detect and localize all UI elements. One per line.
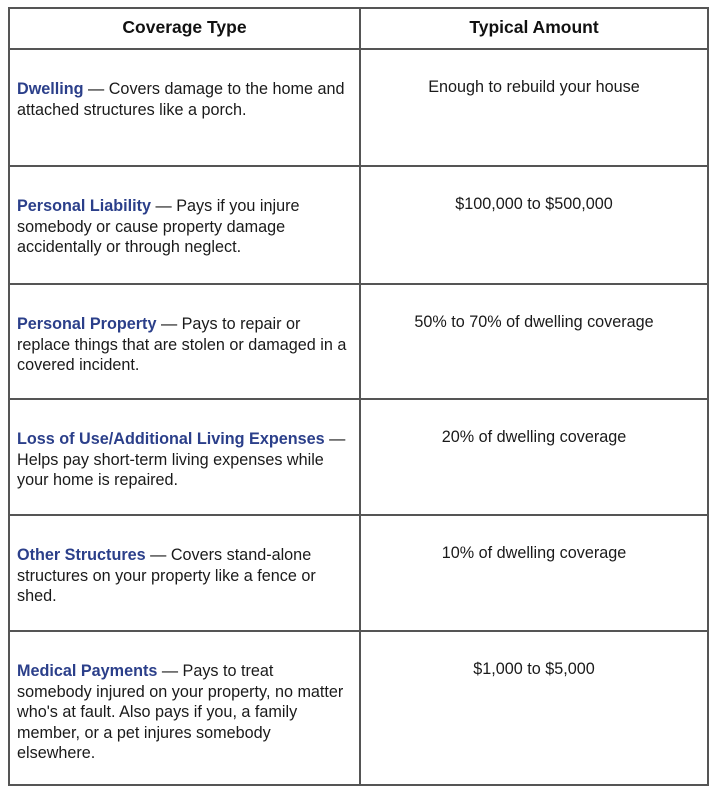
table-row bbox=[10, 630, 707, 784]
coverage-description: — Pays if you injure somebody or cause property damage accidentally or through neglect. bbox=[17, 197, 300, 256]
table-row bbox=[10, 283, 707, 398]
coverage-description: — Covers damage to the home and attached structures like a porch. bbox=[17, 80, 345, 119]
coverage-description: — Covers stand-alone structures on your property like a fence or shed. bbox=[17, 546, 316, 605]
typical-amount-cell: $1,000 to $5,000 bbox=[473, 660, 595, 678]
typical-amount-cell: 20% of dwelling coverage bbox=[441, 428, 627, 446]
table-row bbox=[10, 514, 707, 630]
table-row bbox=[10, 48, 707, 165]
coverage-term: Loss of Use/Additional Living Expenses bbox=[17, 430, 325, 448]
typical-amount-cell: Enough to rebuild your house bbox=[428, 78, 640, 96]
coverage-description: — Pays to repair or replace things that are stolen or damaged in a covered incident. bbox=[17, 315, 347, 374]
table-header-row bbox=[10, 9, 707, 48]
coverage-type-cell bbox=[10, 167, 361, 283]
coverage-term: Personal Liability bbox=[17, 197, 152, 215]
typical-amount-cell: $100,000 to $500,000 bbox=[455, 195, 613, 213]
coverage-table bbox=[8, 7, 709, 786]
coverage-type-cell bbox=[10, 50, 361, 165]
coverage-type-cell bbox=[10, 400, 361, 514]
coverage-term: Other Structures bbox=[17, 546, 146, 564]
coverage-term: Personal Property bbox=[17, 315, 157, 333]
coverage-type-cell bbox=[10, 516, 361, 630]
typical-amount-cell: 10% of dwelling coverage bbox=[441, 544, 627, 562]
coverage-term: Dwelling bbox=[17, 80, 84, 98]
table-row bbox=[10, 398, 707, 514]
header-coverage-type: Coverage Type bbox=[10, 9, 361, 48]
coverage-type-cell bbox=[10, 632, 361, 784]
coverage-description: — Pays to treat somebody injured on your property, no matter who's at fault. Also pays if you, a family member, or a pet injures somebody elsewhere. bbox=[17, 662, 344, 762]
header-typical-amount: Typical Amount bbox=[469, 17, 599, 37]
coverage-type-cell bbox=[10, 285, 361, 398]
coverage-description: — Helps pay short-term living expenses while your home is repaired. bbox=[17, 430, 346, 489]
typical-amount-cell: 50% to 70% of dwelling coverage bbox=[414, 313, 654, 331]
table-row bbox=[10, 165, 707, 283]
coverage-term: Medical Payments bbox=[17, 662, 158, 680]
